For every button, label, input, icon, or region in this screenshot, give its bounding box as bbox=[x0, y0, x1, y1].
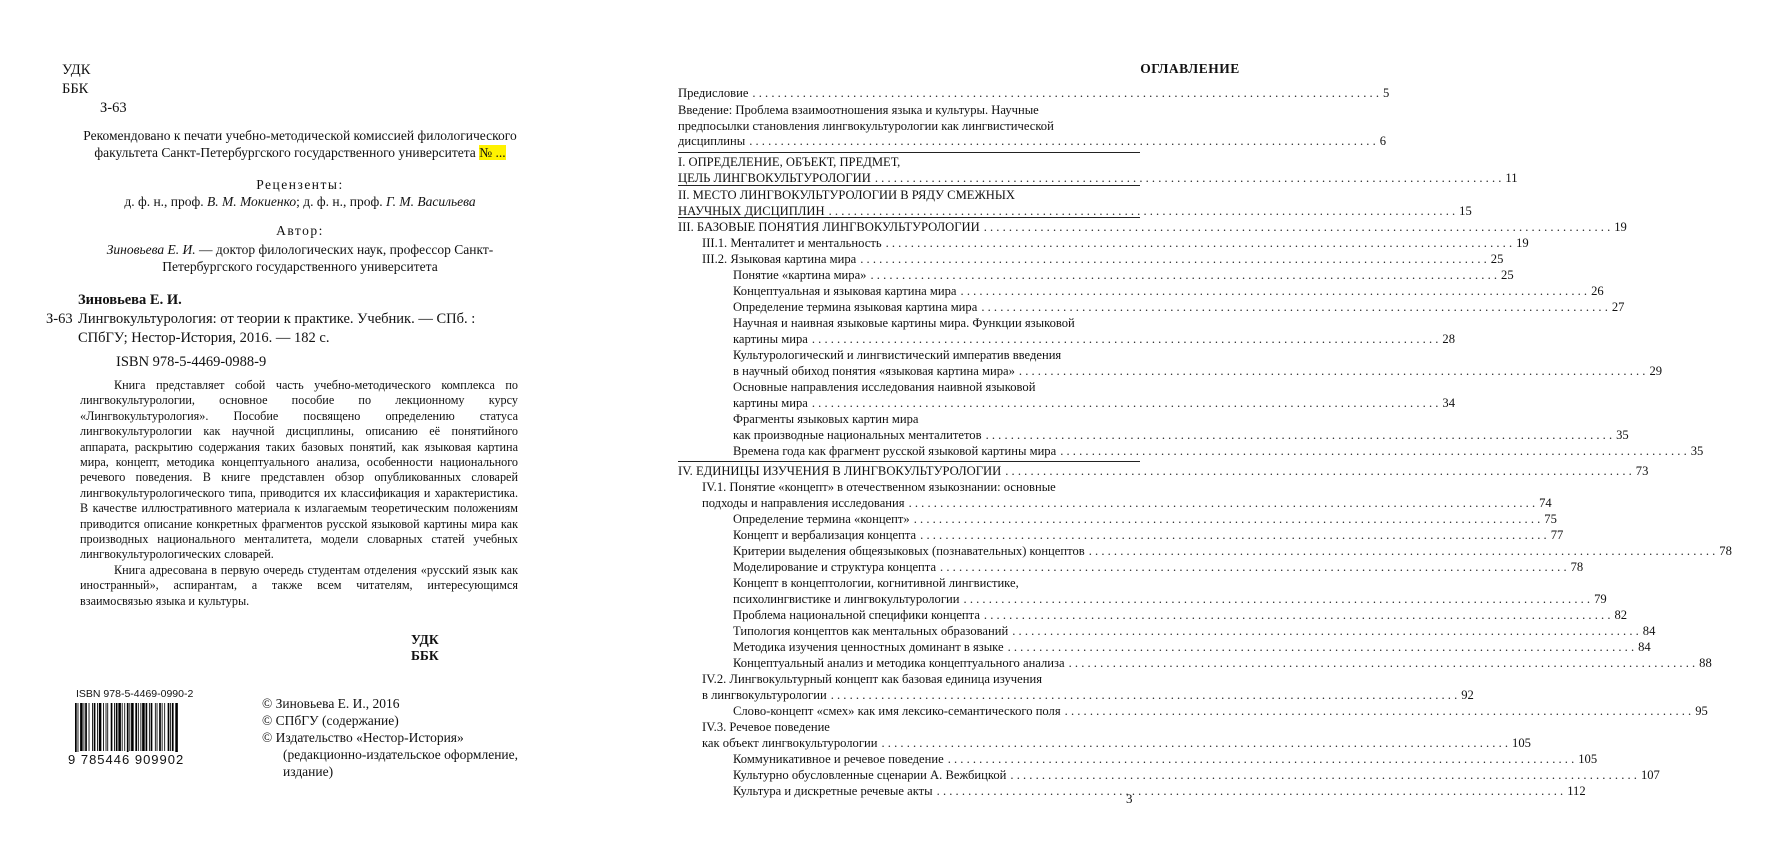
toc-separator bbox=[678, 152, 1140, 153]
toc-entry bbox=[702, 672, 1474, 703]
author-heading: Автор: bbox=[276, 223, 324, 238]
toc-entry-page: 28 bbox=[1442, 331, 1455, 346]
toc-entry bbox=[678, 220, 1627, 236]
toc-entry-page: 19 bbox=[1614, 220, 1627, 234]
toc-leader-dots bbox=[948, 752, 1575, 768]
toc-entry bbox=[733, 512, 1557, 528]
barcode-bar bbox=[122, 703, 123, 751]
toc-entry-page: 92 bbox=[1461, 687, 1474, 702]
toc-entry-page: 19 bbox=[1516, 236, 1529, 250]
toc-leader-dots bbox=[1089, 544, 1716, 560]
reviewer-2: Г. М. Васильева bbox=[385, 194, 476, 209]
reviewers-heading: Рецензенты: bbox=[256, 177, 344, 192]
toc-entry-text: в лингвокультурологии bbox=[702, 687, 827, 702]
toc-leader-dots bbox=[1060, 444, 1687, 460]
toc-entry-page: 78 bbox=[1570, 560, 1584, 574]
toc-leader-dots bbox=[886, 236, 1513, 252]
barcode-bar bbox=[127, 703, 129, 758]
toc-entry-text: IV.3. Речевое поведение bbox=[702, 720, 830, 734]
toc-entry-page: 95 bbox=[1695, 704, 1708, 718]
udk-label-bottom: УДК bbox=[411, 632, 439, 647]
toc-entry bbox=[702, 720, 1531, 751]
barcode-bar bbox=[131, 703, 134, 751]
toc-leader-dots bbox=[984, 608, 1611, 624]
toc-entry-page: 82 bbox=[1614, 608, 1628, 622]
author-line-1: Зиновьева Е. И. — доктор филологических наук, профессор Санкт- bbox=[106, 242, 494, 257]
annotation-paragraph-1: Книга представляет собой часть учебно-методического комплекса по лингвокультурологии, основное пособие по лекционному курсу «Лингвокультурология». Пособие посвящено определению статуса лингвокультурологии как научной дисциплины, описанию её понятийного аппарата, раскрытию содержания таких базовых понятий, как языковая картина мира, концепт, методика концептуального анализа, особенности национального речевого поведения. В книге представлен обзор опубликованных словарей лингвокультурологического типа, приводится их классификация и характеристика. В качестве иллюстративного материала к излагаемым теоретическим положениям приводится описание конкретных фрагментов русской языковой картины мира как производных национального менталитета, модели словарных статей учебных лингвокультурологических словарей. bbox=[80, 378, 518, 562]
barcode-bar bbox=[164, 703, 165, 751]
toc-entry-page: 75 bbox=[1544, 512, 1557, 526]
toc-separator bbox=[678, 461, 1140, 462]
toc-title: ОГЛАВЛЕНИЕ bbox=[1140, 61, 1240, 76]
toc-entry bbox=[733, 784, 1586, 800]
barcode-bar bbox=[114, 703, 115, 751]
toc-entry-text: психолингвистике и лингвокультурологии bbox=[733, 591, 960, 606]
copyright-line-1: © Зиновьева Е. И., 2016 bbox=[262, 696, 400, 711]
toc-entry-text: Основные направления исследования наивной языковой bbox=[733, 380, 1036, 394]
barcode-bar bbox=[94, 703, 96, 751]
barcode-bar bbox=[89, 703, 90, 751]
toc-entry bbox=[678, 155, 1518, 186]
toc-entry-text: Времена года как фрагмент русской языковой картины мира bbox=[733, 444, 1057, 458]
toc-entry bbox=[733, 444, 1704, 460]
toc-leader-dots bbox=[1019, 364, 1646, 380]
author-name: Зиновьева Е. И. bbox=[106, 242, 196, 257]
toc-leader-dots bbox=[1012, 624, 1639, 640]
barcode-bar bbox=[84, 703, 85, 751]
toc-entry-text: Проблема национальной специфики концепта bbox=[733, 608, 980, 622]
barcode-bar bbox=[162, 703, 163, 751]
toc-entry bbox=[733, 348, 1663, 379]
toc-entry-page: 73 bbox=[1635, 464, 1649, 478]
barcode-bar bbox=[138, 703, 139, 751]
barcode-bar bbox=[149, 703, 150, 751]
toc-entry-page: 84 bbox=[1642, 624, 1656, 638]
toc-entry-page: 79 bbox=[1594, 591, 1607, 606]
toc-entry-page: 34 bbox=[1442, 395, 1455, 410]
toc-entry-page: 35 bbox=[1616, 427, 1629, 442]
barcode-bar bbox=[116, 703, 118, 751]
toc-entry bbox=[733, 624, 1656, 640]
toc-separator bbox=[678, 217, 1140, 218]
toc-entry-text: дисциплины bbox=[678, 134, 746, 149]
toc-separator bbox=[678, 185, 1140, 186]
toc-entry bbox=[733, 268, 1514, 284]
toc-entry-text: III. БАЗОВЫЕ ПОНЯТИЯ ЛИНГВОКУЛЬТУРОЛОГИИ bbox=[678, 220, 980, 234]
toc-leader-dots bbox=[981, 300, 1608, 316]
barcode-bar bbox=[99, 703, 102, 751]
classification-code: З-63 bbox=[100, 100, 127, 116]
toc-entry-page: 5 bbox=[1382, 86, 1390, 100]
toc-entry bbox=[733, 752, 1598, 768]
toc-entry-page: 26 bbox=[1591, 284, 1604, 298]
toc-entry-text: Научная и наивная языковые картины мира. Функции языковой bbox=[733, 316, 1075, 330]
toc-entry-page: 107 bbox=[1640, 768, 1660, 782]
annotation bbox=[80, 378, 518, 609]
toc-leader-dots bbox=[812, 332, 1439, 348]
barcode-bar bbox=[75, 703, 77, 758]
barcode-bar bbox=[78, 703, 79, 758]
toc-entry-page: 29 bbox=[1649, 363, 1663, 378]
reviewer-1: В. М. Мокиенко bbox=[207, 194, 297, 209]
toc-entry-text: III.2. Языковая картина мира bbox=[702, 252, 857, 266]
copyright-line-5: издание) bbox=[283, 764, 334, 779]
toc-entry bbox=[702, 236, 1529, 252]
toc-entry-page: 74 bbox=[1539, 495, 1552, 510]
toc-entry-text: Типология концептов как ментальных образований bbox=[733, 624, 1009, 638]
toc-entry-text: Фрагменты языковых картин мира bbox=[733, 412, 919, 426]
toc-entry-text: Предисловие bbox=[678, 86, 749, 100]
toc-leader-dots bbox=[986, 428, 1613, 444]
toc-entry bbox=[733, 316, 1455, 347]
recommendation-line-1: Рекомендовано к печати учебно-методической комиссией филологического bbox=[83, 128, 517, 143]
toc-entry-page: 112 bbox=[1567, 784, 1586, 798]
barcode-bar bbox=[159, 703, 161, 751]
toc-leader-dots bbox=[882, 736, 1509, 752]
toc-entry-page: 88 bbox=[1699, 656, 1712, 670]
toc-entry bbox=[678, 86, 1390, 102]
toc-entry bbox=[733, 412, 1629, 443]
toc-leader-dots bbox=[914, 512, 1541, 528]
toc-entry bbox=[733, 576, 1607, 607]
toc-entry-text: картины мира bbox=[733, 331, 808, 346]
bib-line-1: Лингвокультурология: от теории к практике. Учебник. — СПб. : bbox=[78, 311, 476, 327]
toc-entry-text: Введение: Проблема взаимоотношения языка и культуры. Научные bbox=[678, 103, 1039, 117]
toc-leader-dots bbox=[860, 252, 1487, 268]
annotation-paragraph-2: Книга адресована в первую очередь студентам отделения «русский язык как иностранный», аспирантам, а также всем читателям, интересующимся взаимосвязью языка и культуры. bbox=[80, 562, 518, 608]
toc-entry-text: I. ОПРЕДЕЛЕНИЕ, ОБЪЕКТ, ПРЕДМЕТ, bbox=[678, 155, 901, 169]
toc-leader-dots bbox=[964, 592, 1591, 608]
toc-entry bbox=[733, 380, 1455, 411]
toc-entry-text: Концептуальная и языковая картина мира bbox=[733, 284, 957, 298]
toc-entry-text: IV.1. Понятие «концепт» в отечественном языкознании: основные bbox=[702, 480, 1056, 494]
toc-entry bbox=[702, 252, 1504, 268]
toc-leader-dots bbox=[1008, 640, 1635, 656]
left-page bbox=[0, 0, 600, 848]
toc-leader-dots bbox=[937, 784, 1564, 800]
toc-entry-text: III.1. Менталитет и ментальность bbox=[702, 236, 882, 250]
toc-entry-page: 6 bbox=[1379, 134, 1387, 149]
toc-entry-text: Моделирование и структура концепта bbox=[733, 560, 937, 574]
barcode-bar bbox=[175, 703, 178, 758]
barcode-bar bbox=[80, 703, 83, 751]
right-page bbox=[600, 0, 1732, 848]
toc-leader-dots bbox=[749, 134, 1376, 150]
toc-leader-dots bbox=[1065, 704, 1692, 720]
reviewers-line: д. ф. н., проф. В. М. Мокиенко; д. ф. н., проф. Г. М. Васильева bbox=[124, 194, 476, 209]
barcode-bar bbox=[97, 703, 98, 751]
toc-entry-text: Понятие «картина мира» bbox=[733, 268, 867, 282]
toc-leader-dots bbox=[1069, 656, 1696, 672]
toc-entry-page: 25 bbox=[1490, 252, 1504, 266]
bib-code: З-63 bbox=[46, 311, 73, 327]
toc-entry-text: Критерии выделения общеязыковых (познавательных) концептов bbox=[733, 544, 1085, 558]
toc-entry-text: картины мира bbox=[733, 395, 808, 410]
toc-leader-dots bbox=[984, 220, 1611, 236]
barcode-bar bbox=[118, 703, 121, 751]
toc-leader-dots bbox=[1010, 768, 1637, 784]
barcode-bar bbox=[135, 703, 137, 751]
toc-entry-text: предпосылки становления лингвокультурологии как лингвистической bbox=[678, 118, 1054, 133]
toc-entry-text: Культурно обусловленные сценарии А. Вежбицкой bbox=[733, 768, 1007, 782]
toc-entry bbox=[702, 480, 1552, 511]
toc-entry-text: IV.2. Лингвокультурный концепт как базовая единица изучения bbox=[702, 672, 1042, 686]
toc-leader-dots bbox=[920, 528, 1547, 544]
toc-entry-page: 15 bbox=[1459, 203, 1472, 218]
barcode-bar bbox=[170, 703, 171, 751]
toc-entry-text: Культурологический и лингвистический императив введения bbox=[733, 348, 1062, 362]
toc-entry-text: ЦЕЛЬ ЛИНГВОКУЛЬТУРОЛОГИИ bbox=[678, 170, 871, 185]
barcode-isbn: ISBN 978-5-4469-0990-2 bbox=[76, 688, 194, 700]
toc-leader-dots bbox=[1005, 464, 1632, 480]
author-line-2: Петербургского государственного университета bbox=[162, 259, 438, 274]
barcode-bar bbox=[140, 703, 141, 751]
barcode-bar bbox=[155, 703, 156, 751]
toc-entry-page: 84 bbox=[1638, 640, 1651, 654]
toc-entry-text: Слово-концепт «смех» как имя лексико-семантического поля bbox=[733, 704, 1061, 718]
toc-entry-page: 105 bbox=[1578, 752, 1598, 766]
toc-entry bbox=[733, 608, 1628, 624]
toc-leader-dots bbox=[940, 560, 1567, 576]
toc-entry-page: 27 bbox=[1611, 300, 1625, 314]
toc-entry bbox=[733, 640, 1651, 656]
barcode-bar bbox=[168, 703, 170, 751]
barcode-bar bbox=[103, 703, 104, 751]
barcode-bar bbox=[107, 703, 108, 751]
barcode-bar bbox=[129, 703, 130, 751]
barcode-image bbox=[74, 703, 210, 758]
toc-leader-dots bbox=[752, 86, 1379, 102]
toc-entry-text: Определение термина языковая картина мира bbox=[733, 300, 978, 314]
barcode-bar bbox=[106, 703, 107, 751]
recommendation-line-2: факультета Санкт-Петербургского государственного университета № ... bbox=[94, 145, 506, 160]
toc-entry-text: IV. ЕДИНИЦЫ ИЗУЧЕНИЯ В ЛИНГВОКУЛЬТУРОЛОГИИ bbox=[678, 464, 1002, 478]
barcode-bar bbox=[157, 703, 158, 751]
toc-entry bbox=[678, 464, 1649, 480]
bib-author: Зиновьева Е. И. bbox=[78, 292, 182, 308]
toc-entry-text: НАУЧНЫХ ДИСЦИПЛИН bbox=[678, 203, 825, 218]
toc-entry-page: 35 bbox=[1690, 444, 1704, 458]
toc-entry-text: Концепт и вербализация концепта bbox=[733, 528, 917, 542]
toc-entry bbox=[733, 300, 1625, 316]
toc-entry bbox=[733, 656, 1712, 672]
udk-label: УДК bbox=[62, 62, 91, 78]
bib-line-2: СПбГУ; Нестор-История, 2016. — 182 с. bbox=[78, 330, 330, 346]
toc-leader-dots bbox=[961, 284, 1588, 300]
barcode-bar bbox=[146, 703, 148, 751]
toc-entry-text: Концептуальный анализ и методика концептуального анализа bbox=[733, 656, 1065, 670]
toc-entry-text: как объект лингвокультурологии bbox=[702, 735, 878, 750]
barcode-bar bbox=[172, 703, 174, 751]
toc-entry-text: Методика изучения ценностных доминант в языке bbox=[733, 640, 1004, 654]
copyright-line-4: (редакционно-издательское оформление, bbox=[283, 747, 519, 762]
bbk-label: ББК bbox=[62, 81, 89, 97]
toc-entry-text: Коммуникативное и речевое поведение bbox=[733, 752, 944, 766]
toc-leader-dots bbox=[875, 171, 1502, 187]
bbk-label-bottom: ББК bbox=[411, 648, 439, 663]
toc-entry bbox=[733, 544, 1732, 560]
page-number: 3 bbox=[1126, 791, 1133, 806]
barcode-bar bbox=[142, 703, 145, 751]
toc-entry bbox=[733, 528, 1564, 544]
recommendation-number: № ... bbox=[479, 145, 506, 160]
toc-entry bbox=[678, 103, 1387, 150]
toc-entry-text: подходы и направления исследования bbox=[702, 495, 905, 510]
toc-entry-text: как производные национальных менталитетов bbox=[733, 427, 982, 442]
barcode-bar bbox=[111, 703, 113, 751]
toc-leader-dots bbox=[812, 396, 1439, 412]
barcode-digits: 9 785446 909902 bbox=[68, 752, 185, 767]
copyright-line-2: © СПбГУ (содержание) bbox=[262, 713, 399, 728]
barcode-bar bbox=[85, 703, 87, 751]
toc-entry-text: Концепт в концептологии, когнитивной лингвистике, bbox=[733, 576, 1019, 590]
toc-entry-text: Культура и дискретные речевые акты bbox=[733, 784, 933, 798]
toc-entry-text: Определение термина «концепт» bbox=[733, 512, 910, 526]
toc-leader-dots bbox=[870, 268, 1497, 284]
copyright-line-3: © Издательство «Нестор-История» bbox=[262, 730, 464, 745]
toc-entry-page: 11 bbox=[1505, 170, 1518, 185]
isbn: ISBN 978-5-4469-0988-9 bbox=[116, 354, 267, 370]
toc-entry-text: II. МЕСТО ЛИНГВОКУЛЬТУРОЛОГИИ В РЯДУ СМЕЖНЫХ bbox=[678, 188, 1015, 202]
toc-entry-text: в научный обиход понятия «языковая картина мира» bbox=[733, 363, 1015, 378]
toc-leader-dots bbox=[831, 688, 1458, 704]
toc-entry bbox=[733, 560, 1584, 576]
barcode-bar bbox=[92, 703, 93, 751]
toc-entry bbox=[678, 188, 1472, 219]
toc-entry-page: 105 bbox=[1512, 735, 1531, 750]
barcode-bar bbox=[151, 703, 153, 751]
toc-entry bbox=[733, 284, 1604, 300]
toc-leader-dots bbox=[909, 496, 1536, 512]
toc-entry bbox=[733, 704, 1708, 720]
toc-entry-page: 25 bbox=[1501, 268, 1514, 282]
barcode-bar bbox=[124, 703, 125, 751]
toc-entry-page: 77 bbox=[1550, 528, 1564, 542]
toc-entry-page: 78 bbox=[1719, 544, 1732, 558]
toc-entry bbox=[733, 768, 1660, 784]
